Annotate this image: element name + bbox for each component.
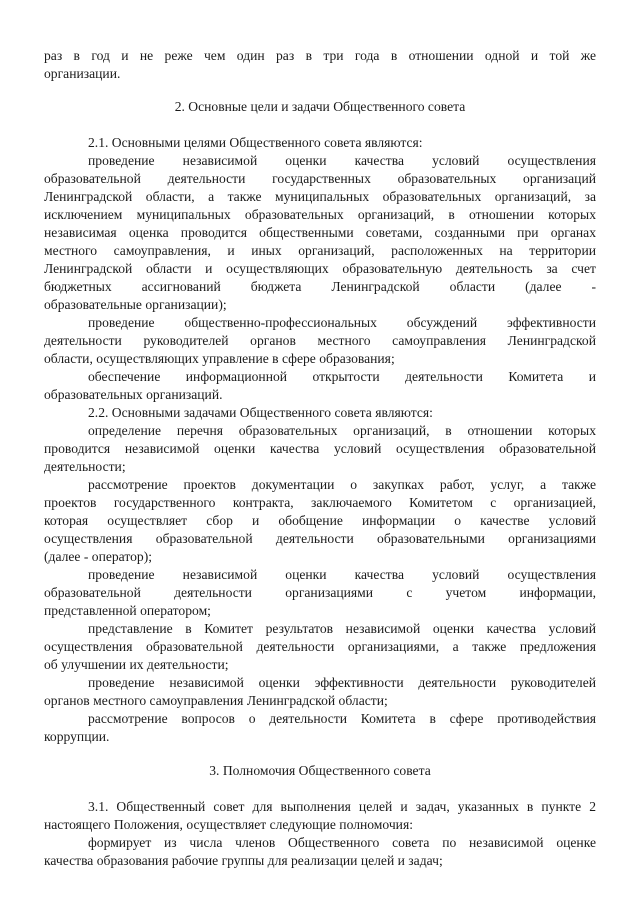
text-line: деятельности; [44,459,126,474]
text-line: проведение общественно-профессиональных обсуждений эффективности [88,315,596,330]
section-heading: 3. Полномочия Общественного совета [209,763,431,778]
text-line: коррупции. [44,729,110,744]
text-line: обеспечение информационной открытости деятельности Комитета и [88,369,596,384]
text-line: органов местного самоуправления Ленинградской области; [44,693,388,708]
text-line: проведение независимой оценки качества условий осуществления [88,567,596,582]
text-line: Ленинградской области, а также муниципальных образовательных организаций, за [44,189,596,204]
text-line: представление в Комитет результатов независимой оценки качества условий [88,621,596,636]
text-line: осуществления образовательной деятельности организациями, а также предложения [44,639,596,654]
text-line: проводится независимой оценки качества условий осуществления образовательной [44,441,596,456]
text-line: образовательные организации); [44,297,227,312]
text-line: формирует из числа членов Общественного совета по независимой оценке [88,835,596,850]
text-line: независимая оценка проводится общественными советами, созданными при органах [44,225,596,240]
text-line: настоящего Положения, осуществляет следующие полномочия: [44,817,413,832]
text-line: 2.1. Основными целями Общественного совета являются: [88,135,423,150]
text-line: 3.1. Общественный совет для выполнения целей и задач, указанных в пункте 2 [88,799,596,814]
text-line: (далее - оператор); [44,549,153,564]
text-line: местного самоуправления, и иных организаций, расположенных на территории [44,243,596,258]
text-line: деятельности руководителей органов местного самоуправления Ленинградской [44,333,596,348]
text-line: об улучшении их деятельности; [44,657,229,672]
text-line: рассмотрение проектов документации о закупках работ, услуг, а также [88,477,596,492]
text-line: бюджетных ассигнований бюджета Ленинградской области (далее - [44,279,596,294]
text-line: представленной оператором; [44,603,211,618]
text-line: определение перечня образовательных организаций, в отношении которых [88,423,596,438]
text-line: 2.2. Основными задачами Общественного совета являются: [88,405,433,420]
text-line: рассмотрение вопросов о деятельности Комитета в сфере противодействия [88,711,596,726]
text-line: образовательной деятельности организациями с учетом информации, [44,585,596,600]
text-line: проведение независимой оценки эффективности деятельности руководителей [88,675,596,690]
text-line: проектов государственного контракта, заключаемого Комитетом с организацией, [44,495,596,510]
text-line: организации. [44,66,121,81]
text-line: образовательной деятельности государственных образовательных организаций [44,171,596,186]
text-line: качества образования рабочие группы для реализации целей и задач; [44,853,443,868]
text-line: раз в год и не реже чем один раз в три года в отношении одной и той же [44,48,596,63]
text-line: образовательных организаций. [44,387,223,402]
text-line: Ленинградской области и осуществляющих образовательную деятельность за счет [44,261,596,276]
text-line: исключением муниципальных образовательных организаций, в отношении которых [44,207,596,222]
text-line: области, осуществляющих управление в сфере образования; [44,351,395,366]
section-heading: 2. Основные цели и задачи Общественного совета [174,99,466,114]
text-line: проведение независимой оценки качества условий осуществления [88,153,596,168]
text-line: которая осуществляет сбор и обобщение информации о качестве условий [44,513,596,528]
text-line: осуществления образовательной деятельности образовательными организациями [44,531,596,546]
